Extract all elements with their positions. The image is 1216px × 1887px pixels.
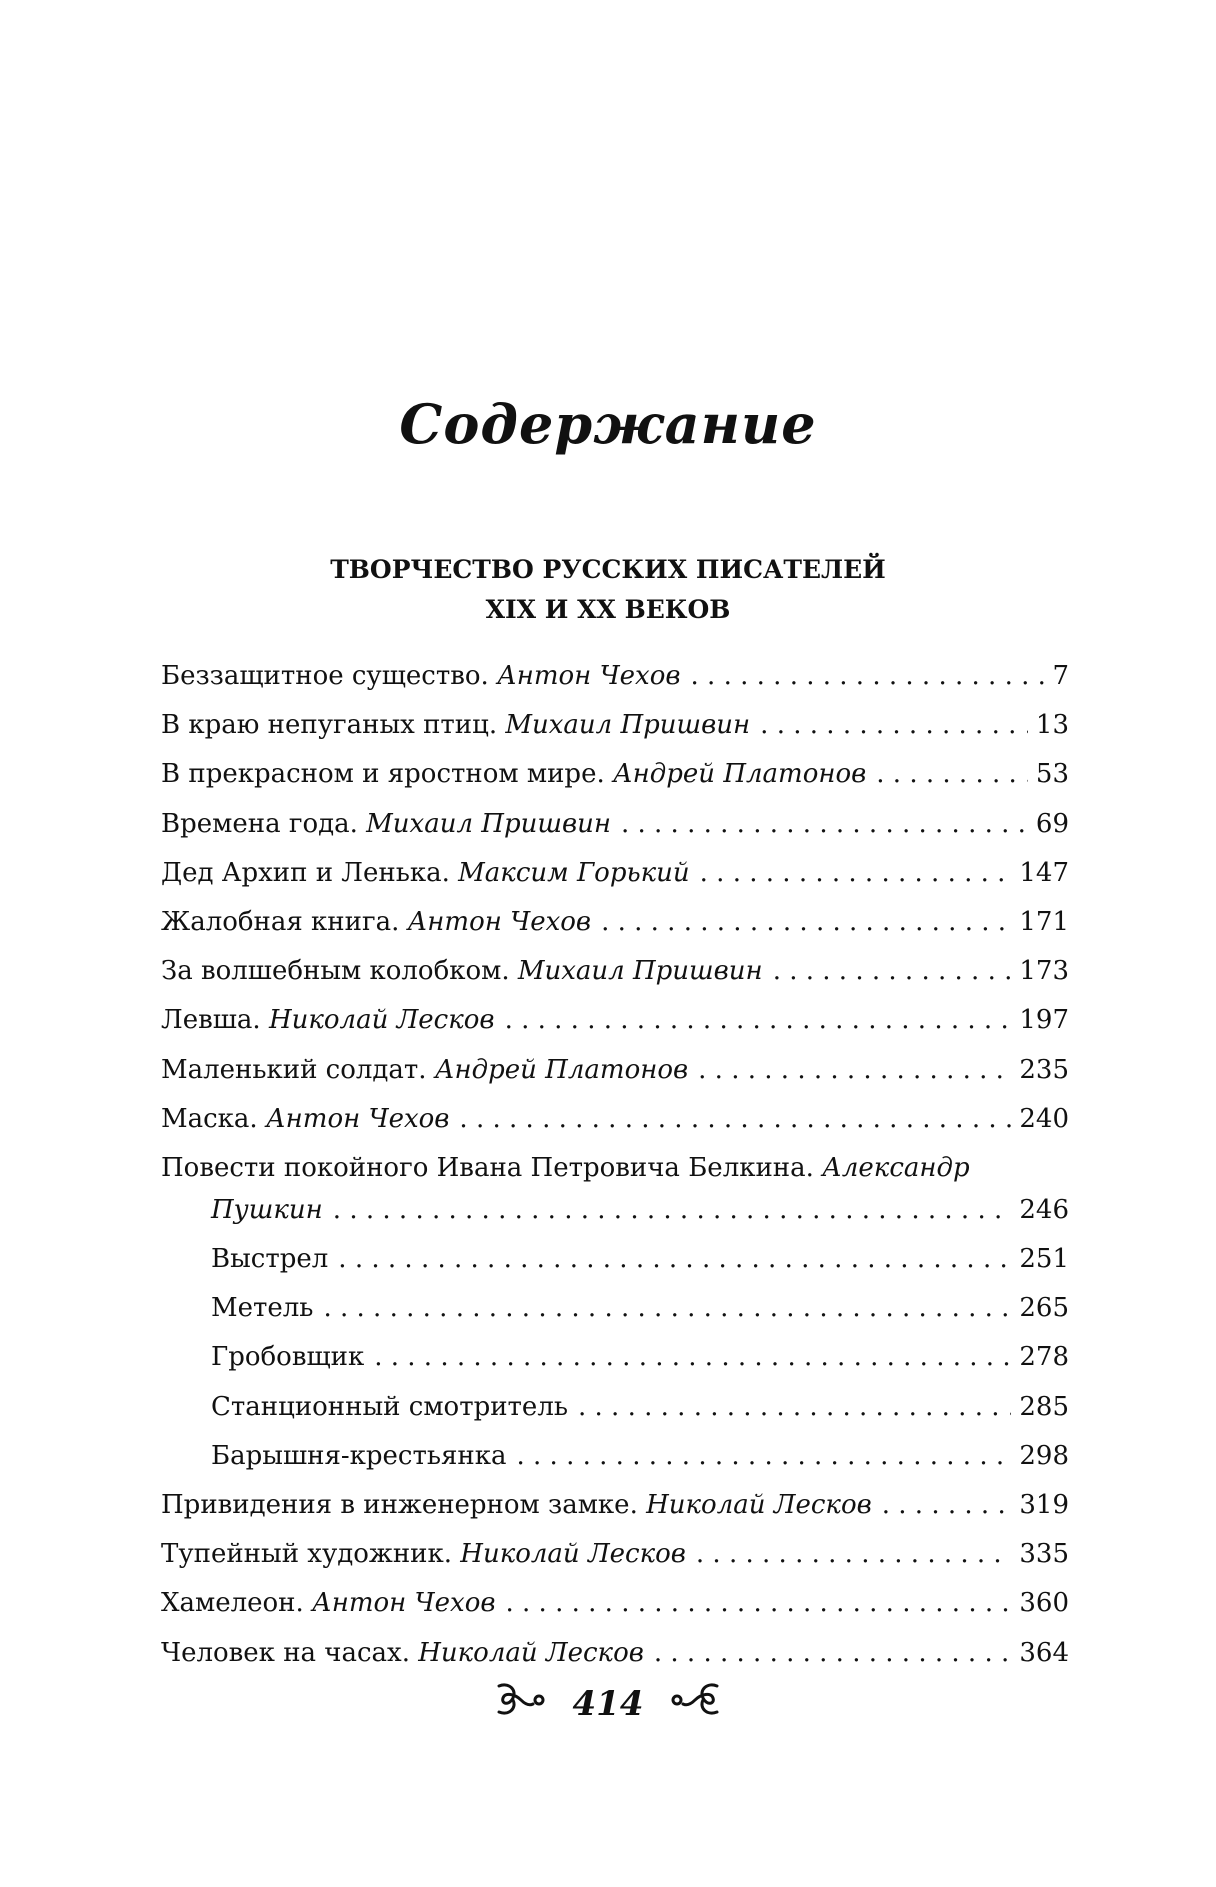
entry-page: 147 (1019, 857, 1069, 888)
toc-entry[interactable] (161, 1095, 1069, 1144)
entry-title: Маска. (161, 1103, 258, 1134)
entry-title: Привидения в инженерном замке. (161, 1490, 638, 1520)
entry-author: Антон Чехов (265, 1103, 450, 1134)
dot-leader (459, 1095, 1011, 1144)
toc-entry[interactable] (161, 947, 1069, 996)
toc-entry[interactable] (161, 996, 1069, 1045)
toc-subentry[interactable] (161, 1284, 1069, 1333)
page-footer (0, 1680, 1216, 1727)
section-heading-line-2: XIX И XX ВЕКОВ (485, 595, 731, 624)
entry-author: Николай Лесков (268, 1005, 495, 1036)
entry-title: Гробовщик (211, 1342, 365, 1373)
entry-title: Хамелеон. (161, 1588, 304, 1619)
entry-page: 53 (1035, 759, 1069, 790)
dot-leader (773, 947, 1012, 996)
dot-leader (323, 1284, 1011, 1333)
toc-subentry[interactable] (161, 1432, 1069, 1481)
entry-page: 319 (1019, 1490, 1069, 1520)
entry-page: 13 (1035, 710, 1069, 741)
entry-page: 285 (1019, 1391, 1069, 1422)
entry-page: 197 (1019, 1005, 1069, 1036)
dot-leader (654, 1629, 1012, 1678)
entry-author: Николай Лесков (418, 1637, 644, 1668)
entry-title: Человек на часах. (161, 1637, 410, 1668)
entry-page: 251 (1019, 1244, 1069, 1275)
entry-title: Беззащитное существо. (161, 661, 489, 691)
entry-author: Антон Чехов (407, 906, 592, 937)
dot-leader (621, 800, 1028, 849)
dot-leader (578, 1383, 1011, 1432)
entry-page: 360 (1019, 1588, 1069, 1619)
entry-page: 335 (1019, 1539, 1069, 1570)
toc-entry-continuation[interactable] (161, 1186, 1069, 1235)
entry-page: 69 (1035, 808, 1069, 839)
entry-page: 265 (1019, 1293, 1069, 1324)
dot-leader (696, 1530, 1011, 1579)
entry-title: Метель (211, 1293, 314, 1324)
entry-page: 298 (1019, 1440, 1069, 1471)
toc-entry[interactable] (161, 652, 1069, 701)
entry-author: Андрей Платонов (434, 1054, 689, 1085)
entry-page: 246 (1019, 1194, 1069, 1225)
section-heading-line-1: ТВОРЧЕСТВО РУССКИХ ПИСАТЕЛЕЙ (330, 555, 886, 584)
toc-entry[interactable] (161, 1629, 1069, 1678)
entry-author: Михаил Пришвин (505, 710, 751, 741)
toc-subentry[interactable] (161, 1333, 1069, 1382)
toc-entry[interactable] (161, 1530, 1069, 1579)
toc-entry[interactable] (161, 1579, 1069, 1628)
dot-leader (517, 1432, 1012, 1481)
page-number: 414 (572, 1683, 644, 1724)
entry-title: Станционный смотритель (211, 1391, 568, 1422)
entry-author: Николай Лесков (646, 1490, 872, 1520)
dot-leader (760, 701, 1028, 750)
entry-author: Пушкин (211, 1194, 323, 1225)
toc-entry[interactable] (161, 800, 1069, 849)
dot-leader (505, 996, 1012, 1045)
toc-subentry[interactable] (161, 1235, 1069, 1284)
dot-leader (876, 750, 1028, 799)
dot-leader (882, 1481, 1012, 1530)
dot-leader (700, 849, 1012, 898)
toc-entry[interactable] (161, 849, 1069, 898)
table-of-contents (161, 652, 1069, 1678)
entry-page: 240 (1019, 1103, 1069, 1134)
dot-leader (601, 898, 1011, 947)
left-ornament-icon (495, 1680, 547, 1727)
entry-author: Александр (822, 1152, 970, 1183)
dot-leader (691, 652, 1045, 701)
entry-author: Николай Лесков (460, 1539, 686, 1570)
entry-title: Маленький солдат. (161, 1054, 427, 1085)
entry-title: Жалобная книга. (161, 906, 400, 937)
entry-page: 278 (1019, 1342, 1069, 1373)
toc-entry[interactable] (161, 1046, 1069, 1095)
entry-page: 7 (1052, 661, 1069, 691)
dot-leader (698, 1046, 1011, 1095)
entry-title: Времена года. (161, 808, 358, 839)
entry-author: Михаил Пришвин (517, 956, 763, 987)
dot-leader (506, 1579, 1012, 1628)
toc-entry[interactable] (161, 898, 1069, 947)
toc-entry[interactable] (161, 750, 1069, 799)
toc-entry[interactable] (161, 701, 1069, 750)
entry-title: Повести покойного Ивана Петровича Белкина. (161, 1152, 814, 1183)
page-title: Содержание (399, 392, 817, 456)
entry-page: 173 (1019, 956, 1069, 987)
entry-author: Антон Чехов (497, 661, 681, 691)
entry-title: В прекрасном и яростном мире. (161, 759, 605, 790)
entry-title: Левша. (161, 1005, 261, 1036)
entry-title: За волшебным колобком. (161, 956, 510, 987)
toc-entry[interactable] (161, 1481, 1069, 1530)
entry-title: Выстрел (211, 1244, 329, 1275)
entry-page: 364 (1019, 1637, 1069, 1668)
entry-title: Тупейный художник. (161, 1539, 453, 1570)
entry-title: Дед Архип и Ленька. (161, 857, 450, 888)
toc-subentry[interactable] (161, 1383, 1069, 1432)
dot-leader (333, 1186, 1012, 1235)
dot-leader (374, 1333, 1011, 1382)
entry-author: Андрей Платонов (612, 759, 867, 790)
section-heading (0, 550, 1216, 630)
entry-page: 235 (1019, 1054, 1069, 1085)
entry-title: В краю непуганых птиц. (161, 710, 498, 741)
toc-entry[interactable] (161, 1144, 1069, 1186)
entry-title: Барышня-крестьянка (211, 1440, 507, 1471)
entry-page: 171 (1019, 906, 1069, 937)
entry-author: Антон Чехов (312, 1588, 496, 1619)
dot-leader (338, 1235, 1011, 1284)
right-ornament-icon (669, 1680, 721, 1727)
entry-author: Максим Горький (458, 857, 690, 888)
entry-author: Михаил Пришвин (366, 808, 611, 839)
